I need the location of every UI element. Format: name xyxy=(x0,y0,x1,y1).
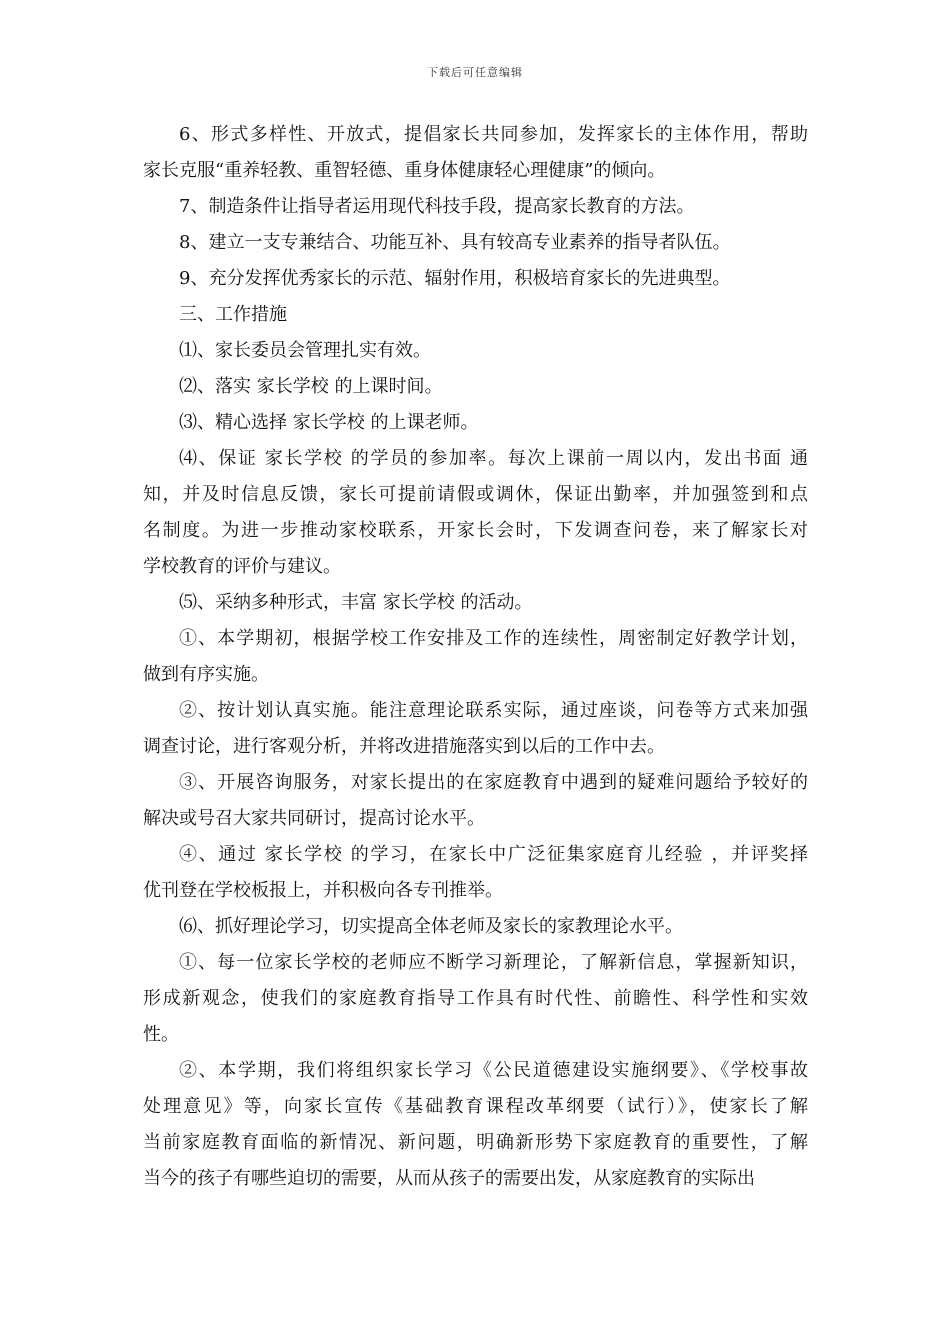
paragraph-line: ②、按计划认真实施。能注意理论联系实际，通过座谈，问卷等方式来加强 xyxy=(179,700,808,721)
paragraph-line: 家长克服“重养轻教、重智轻德、重身体健康轻心理健康”的倾向。 xyxy=(143,160,666,181)
paragraph xyxy=(143,333,808,369)
paragraph-line: ⑹、抓好理论学习，切实提高全体老师及家长的家教理论水平。 xyxy=(179,916,683,937)
paragraph-line: 三、工作措施 xyxy=(179,304,287,325)
paragraph-line: 6、形式多样性、开放式，提倡家长共同参加，发挥家长的主体作用，帮助 xyxy=(179,124,808,145)
paragraph xyxy=(143,117,808,189)
paragraph-line: ②、本学期，我们将组织家长学习《公民道德建设实施纲要》、《学校事故 xyxy=(179,1060,808,1081)
paragraph xyxy=(143,261,808,297)
paragraph xyxy=(143,441,808,585)
document-body xyxy=(143,117,808,1197)
paragraph xyxy=(143,297,808,333)
paragraph-line: ⑸、采纳多种形式，丰富 家长学校 的活动。 xyxy=(179,592,533,613)
paragraph-line: 处理意见》等，向家长宣传《基础教育课程改革纲要（试行）》，使家长了解 xyxy=(143,1096,808,1117)
paragraph xyxy=(143,837,808,909)
paragraph xyxy=(143,405,808,441)
paragraph-line: 当今的孩子有哪些迫切的需要，从而从孩子的需要出发，从家庭教育的实际出 xyxy=(143,1168,755,1189)
paragraph xyxy=(143,621,808,693)
paragraph-line: 7、制造条件让指导者运用现代科技手段，提高家长教育的方法。 xyxy=(179,196,695,217)
paragraph-line: 优刊登在学校板报上，并积极向各专刊推举。 xyxy=(143,880,503,901)
paragraph-line: 9、充分发挥优秀家长的示范、辐射作用，积极培育家长的先进典型。 xyxy=(179,268,731,289)
paragraph-line: ④、通过 家长学校 的学习，在家长中广泛征集家庭育儿经验 ，并评奖择 xyxy=(179,844,808,865)
paragraph xyxy=(143,909,808,945)
paragraph-line: 调查讨论，进行客观分析，并将改进措施落实到以后的工作中去。 xyxy=(143,736,665,757)
paragraph-line: ③、开展咨询服务，对家长提出的在家庭教育中遇到的疑难问题给予较好的 xyxy=(179,772,808,793)
paragraph-line: 做到有序实施。 xyxy=(143,664,269,685)
paragraph xyxy=(143,1053,808,1197)
paragraph-line: ⑴、家长委员会管理扎实有效。 xyxy=(179,340,431,361)
paragraph xyxy=(143,585,808,621)
paragraph-line: 知，并及时信息反馈，家长可提前请假或调休，保证出勤率，并加强签到和点 xyxy=(143,484,808,505)
paragraph xyxy=(143,189,808,225)
paragraph-line: ①、每一位家长学校的老师应不断学习新理论，了解新信息，掌握新知识， xyxy=(179,952,808,973)
paragraph-line: ⑵、落实 家长学校 的上课时间。 xyxy=(179,376,443,397)
paragraph-line: 当前家庭教育面临的新情况、新问题，明确新形势下家庭教育的重要性，了解 xyxy=(143,1132,808,1153)
paragraph-line: 学校教育的评价与建议。 xyxy=(143,556,341,577)
paragraph xyxy=(143,225,808,261)
paragraph xyxy=(143,765,808,837)
paragraph-line: 解决或号召大家共同研讨，提高讨论水平。 xyxy=(143,808,485,829)
paragraph xyxy=(143,945,808,1053)
paragraph-line: ⑷、保证 家长学校 的学员的参加率。每次上课前一周以内，发出书面 通 xyxy=(179,448,808,469)
paragraph xyxy=(143,693,808,765)
paragraph-line: 形成新观念，使我们的家庭教育指导工作具有时代性、前瞻性、科学性和实效 xyxy=(143,988,808,1009)
paragraph-line: 性。 xyxy=(143,1024,179,1045)
paragraph-line: 名制度。为进一步推动家校联系，开家长会时，下发调查问卷，来了解家长对 xyxy=(143,520,808,541)
page-header: 下载后可任意编辑 xyxy=(427,66,523,79)
paragraph-line: 8、建立一支专兼结合、功能互补、具有较高专业素养的指导者队伍。 xyxy=(179,232,731,253)
paragraph xyxy=(143,369,808,405)
paragraph-line: ⑶、精心选择 家长学校 的上课老师。 xyxy=(179,412,479,433)
paragraph-line: ①、本学期初，根据学校工作安排及工作的连续性，周密制定好教学计划， xyxy=(179,628,808,649)
